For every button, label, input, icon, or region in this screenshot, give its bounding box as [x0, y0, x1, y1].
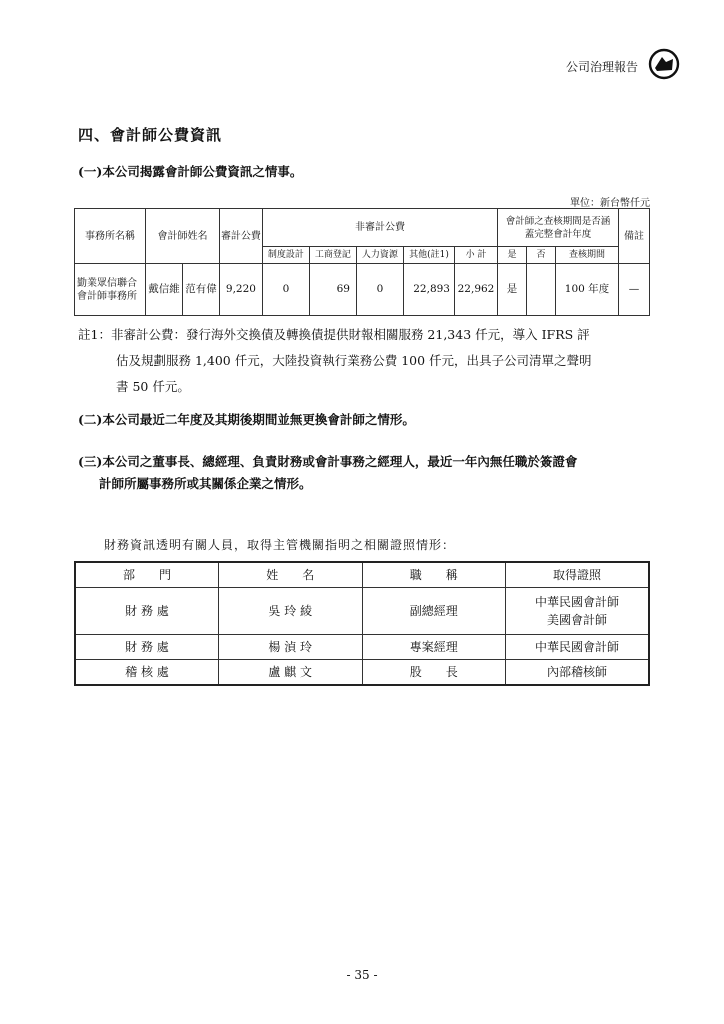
subheader-hr: 人力資源 — [356, 247, 403, 264]
cert-header-license: 取得證照 — [506, 562, 650, 588]
cert-dept: 財 務 處 — [75, 635, 219, 660]
cert-license: 內部稽核師 — [506, 660, 650, 686]
header-remark: 備註 — [619, 209, 650, 264]
cert-header-dept: 部 門 — [75, 562, 219, 588]
subsection-1: (一)本公司揭露會計師公費資訊之情事。 — [78, 164, 303, 179]
cell-no — [527, 264, 556, 316]
subsection-3-line-1: (三)本公司之董事長、總經理、負責財務或會計事務之經理人，最近一年內無任職於簽證會 — [78, 454, 578, 469]
subheader-other: 其他(註1) — [403, 247, 454, 264]
subsection-3-line-2: 計師所屬事務所或其關係企業之情形。 — [99, 476, 312, 491]
page-number: - 35 - — [346, 968, 378, 982]
cell-yes: 是 — [498, 264, 527, 316]
cert-dept: 財 務 處 — [75, 588, 219, 635]
cell-firm: 勤業眾信聯合會計師事務所 — [75, 264, 146, 316]
cert-name: 盧 麒 文 — [219, 660, 363, 686]
cert-license-2: 美國會計師 — [546, 613, 607, 627]
cell-audit-fee: 9,220 — [219, 264, 262, 316]
audit-fee-table — [74, 208, 650, 316]
cert-title: 副總經理 — [362, 588, 506, 635]
cert-name: 楊 湞 玲 — [219, 635, 363, 660]
cell-other: 22,893 — [403, 264, 454, 316]
cert-header-name: 姓 名 — [219, 562, 363, 588]
cert-license-1: 中華民國會計師 — [534, 595, 619, 609]
header-non-audit-fee: 非審計公費 — [262, 209, 497, 247]
note-line-1: 註1：非審計公費：發行海外交換債及轉換債提供財報相關服務 21,343 仟元，導入 IFRS 評 — [78, 327, 590, 342]
company-logo-icon — [648, 48, 680, 80]
header-title: 公司治理報告 — [566, 60, 639, 74]
header-firm: 事務所名稱 — [75, 209, 146, 264]
cert-name: 吳 玲 綾 — [219, 588, 363, 635]
header-coverage: 會計師之查核期間是否涵蓋完整會計年度 — [498, 209, 619, 247]
subheader-period: 查核期間 — [556, 247, 619, 264]
note-1 — [78, 322, 650, 400]
cell-hr: 0 — [356, 264, 403, 316]
certification-table — [74, 561, 650, 686]
cell-cpa-2: 范有偉 — [182, 264, 219, 316]
unit-label: 單位：新台幣仟元 — [570, 198, 650, 209]
cert-header-title: 職 稱 — [362, 562, 506, 588]
cell-remark: — — [619, 264, 650, 316]
cell-system: 0 — [262, 264, 309, 316]
note-line-3: 書 50 仟元。 — [116, 379, 190, 394]
cert-license — [506, 588, 650, 635]
subheader-system: 制度設計 — [262, 247, 309, 264]
subheader-no: 否 — [527, 247, 556, 264]
section-title: 四、會計師公費資訊 — [78, 126, 223, 144]
header-audit-fee: 審計公費 — [219, 209, 262, 264]
subsection-2: (二)本公司最近二年度及其期後期間並無更換會計師之情形。 — [78, 412, 415, 427]
header-cpa: 會計師姓名 — [146, 209, 220, 264]
certification-title: 財務資訊透明有關人員，取得主管機關指明之相關證照情形： — [104, 538, 456, 552]
cert-dept: 稽 核 處 — [75, 660, 219, 686]
cell-subtotal: 22,962 — [455, 264, 498, 316]
note-line-2: 估及規劃服務 1,400 仟元，大陸投資執行業務公費 100 仟元，出具子公司清單之聲明 — [116, 353, 592, 368]
cert-title: 專案經理 — [362, 635, 506, 660]
cert-title: 股 長 — [362, 660, 506, 686]
cell-cpa-1: 戴信維 — [146, 264, 183, 316]
subheader-yes: 是 — [498, 247, 527, 264]
subheader-registration: 工商登記 — [309, 247, 356, 264]
cell-period: 100 年度 — [556, 264, 619, 316]
subheader-subtotal: 小 計 — [455, 247, 498, 264]
cell-registration: 69 — [309, 264, 356, 316]
cert-license: 中華民國會計師 — [506, 635, 650, 660]
